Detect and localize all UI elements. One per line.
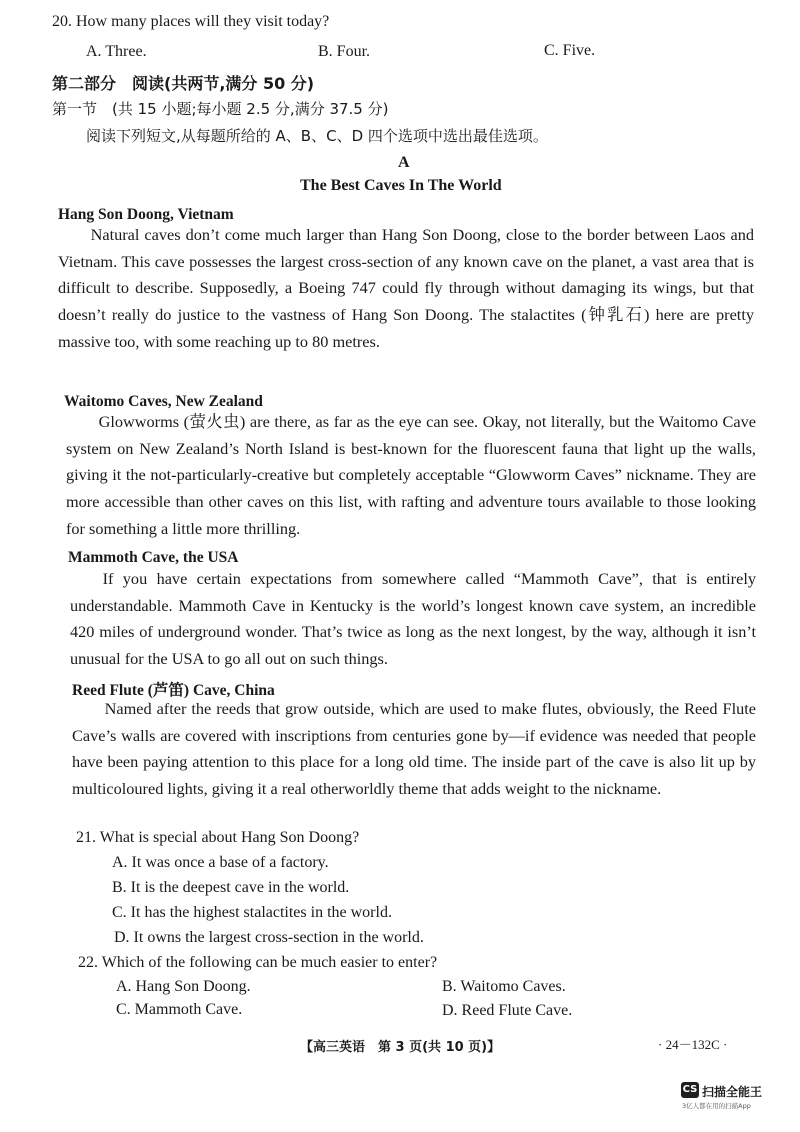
q21-option-b: B. It is the deepest cave in the world.: [112, 879, 350, 896]
section-heading-reed-flute: Reed Flute (芦笛) Cave, China: [72, 682, 275, 699]
q21-option-d: D. It owns the largest cross-section in the world.: [114, 929, 424, 946]
reading-instruction: 阅读下列短文,从每题所给的 A、B、C、D 四个选项中选出最佳选项。: [86, 127, 548, 145]
section-body-hang-son-doong: [58, 222, 754, 356]
paragraph: Named after the reeds that grow outside, which are used to make flutes, obviously, the Reed Flute Cave’s walls are covered with inscriptions from centuries gone by—if evidence was needed that people have been paying attention to this place for a long old time. The inside part of the cave is also lit up by multicoloured lights, giving it a real otherworldly theme that adds weight to the nickname.: [72, 699, 756, 799]
passage-title: The Best Caves In The World: [300, 177, 502, 194]
passage-letter: A: [398, 154, 410, 171]
q21-option-a: A. It was once a base of a factory.: [112, 854, 329, 871]
paragraph: Glowworms (萤火虫) are there, as far as the eye can see. Okay, not literally, but the Waitomo Cave system on New Zealand’s North Island is best-known for the fluorescent fauna that light up the walls, giving it the not-particularly-creative but completely acceptable “Glowworm Caves” nickname. They are more accessible than other caves on this list, with rafting and adventure tours available to those looking for something a little more thrilling.: [66, 412, 756, 538]
section-heading-mammoth: Mammoth Cave, the USA: [68, 549, 239, 566]
part2-title: 第二部分 阅读(共两节,满分 50 分): [52, 74, 315, 93]
q20-option-a: A. Three.: [86, 43, 147, 60]
section-heading-waitomo: Waitomo Caves, New Zealand: [64, 393, 263, 410]
section-body-waitomo: [66, 409, 756, 543]
camscanner-name: 扫描全能王: [702, 1085, 763, 1099]
q20-option-b: B. Four.: [318, 43, 371, 60]
paper-code: · 24－132C ·: [658, 1037, 728, 1052]
camscanner-tagline: 3亿人都在用的扫描App: [682, 1102, 751, 1110]
page-footer: 【高三英语 第 3 页(共 10 页)】: [300, 1040, 501, 1055]
section-heading-hang-son-doong: Hang Son Doong, Vietnam: [58, 206, 234, 223]
section-body-reed-flute: [72, 696, 756, 803]
q22-option-a: A. Hang Son Doong.: [116, 978, 251, 995]
q22-option-c: C. Mammoth Cave.: [116, 1001, 243, 1018]
paragraph: If you have certain expectations from somewhere called “Mammoth Cave”, that is entirely understandable. Mammoth Cave in Kentucky is the world’s longest known cave system, an incredible 420 miles of underground wonder. That’s twice as long as the next longest, by the way, although it isn’t unusual for the USA to go all out on such things.: [70, 569, 756, 669]
question-21-stem: 21. What is special about Hang Son Doong?: [76, 829, 360, 846]
question-20-stem: 20. How many places will they visit today?: [52, 13, 330, 30]
section-body-mammoth: [70, 566, 756, 673]
q20-option-c: C. Five.: [544, 42, 596, 59]
q22-option-b: B. Waitomo Caves.: [442, 978, 566, 995]
section1-title: 第一节 (共 15 小题;每小题 2.5 分,满分 37.5 分): [52, 100, 389, 118]
q21-option-c: C. It has the highest stalactites in the world.: [112, 904, 392, 921]
question-22-stem: 22. Which of the following can be much easier to enter?: [78, 954, 438, 971]
paragraph: Natural caves don’t come much larger than Hang Son Doong, close to the border between Laos and Vietnam. This cave possesses the largest cross-section of any known cave on the planet, a vast area that is difficult to describe. Supposedly, a Boeing 747 could fly through without damaging its wings, but that doesn’t really do justice to the vastness of Hang Son Doong. The stalactites (钟乳石) here are pretty massive too, with some reaching up to 80 metres.: [58, 225, 754, 351]
camscanner-logo-icon: CS: [681, 1082, 699, 1098]
q22-option-d: D. Reed Flute Cave.: [442, 1002, 573, 1019]
